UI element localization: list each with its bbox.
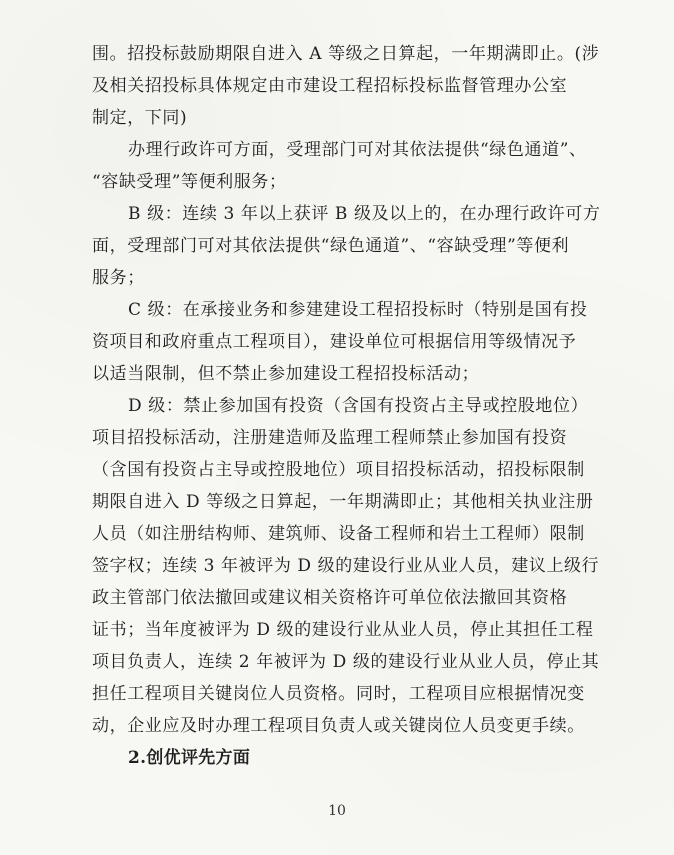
text-line: C 级：在承接业务和参建建设工程招投标时（特别是国有投: [128, 300, 588, 320]
text-line: 制定，下同): [92, 108, 188, 128]
text-line: 围。招投标鼓励期限自进入 A 等级之日算起，一年期满即止。(涉: [92, 44, 600, 64]
text-line: 服务；: [92, 268, 145, 288]
document-body: [92, 38, 612, 774]
text-line: D 级：禁止参加国有投资（含国有投资占主导或控股地位）: [128, 396, 589, 416]
text-line: 担任工程项目关键岗位人员资格。同时，工程项目应根据情况变: [92, 684, 585, 704]
text-line: 办理行政许可方面，受理部门可对其依法提供“绿色通道”、: [128, 140, 587, 160]
text-line: “容缺受理”等便利服务；: [92, 172, 287, 192]
text-line: 面，受理部门可对其依法提供“绿色通道”、“容缺受理”等便利: [92, 236, 570, 256]
text-line: 政主管部门依法撤回或建议相关资格许可单位依法撤回其资格: [92, 588, 568, 608]
text-line: 以适当限制，但不禁止参加建设工程招投标活动；: [92, 364, 480, 384]
text-line: B 级：连续 3 年以上获评 B 级及以上的，在办理行政许可方: [128, 204, 601, 224]
text-line: 签字权；连续 3 年被评为 D 级的建设行业从业人员，建议上级行: [92, 556, 600, 576]
text-line: 证书；当年度被评为 D 级的建设行业从业人员，停止其担任工程: [92, 620, 594, 640]
text-line: 资项目和政府重点工程项目），建设单位可根据信用等级情况予: [92, 332, 577, 352]
text-line: 及相关招投标具体规定由市建设工程招标投标监督管理办公室: [92, 76, 568, 96]
text-line: 动，企业应及时办理工程项目负责人或关键岗位人员变更手续。: [92, 716, 585, 736]
page-number: 10: [328, 803, 346, 819]
section-heading: 2.创优评先方面: [128, 748, 251, 768]
text-line: 期限自进入 D 等级之日算起，一年期满即止；其他相关执业注册: [92, 492, 594, 512]
text-line: 项目招投标活动，注册建造师及监理工程师禁止参加国有投资: [92, 428, 568, 448]
text-line: 人员（如注册结构师、建筑师、设备工程师和岩土工程师）限制: [92, 524, 585, 544]
text-line: 项目负责人，连续 2 年被评为 D 级的建设行业从业人员，停止其: [92, 652, 600, 672]
text-line: （含国有投资占主导或控股地位）项目招投标活动，招投标限制: [92, 460, 585, 480]
